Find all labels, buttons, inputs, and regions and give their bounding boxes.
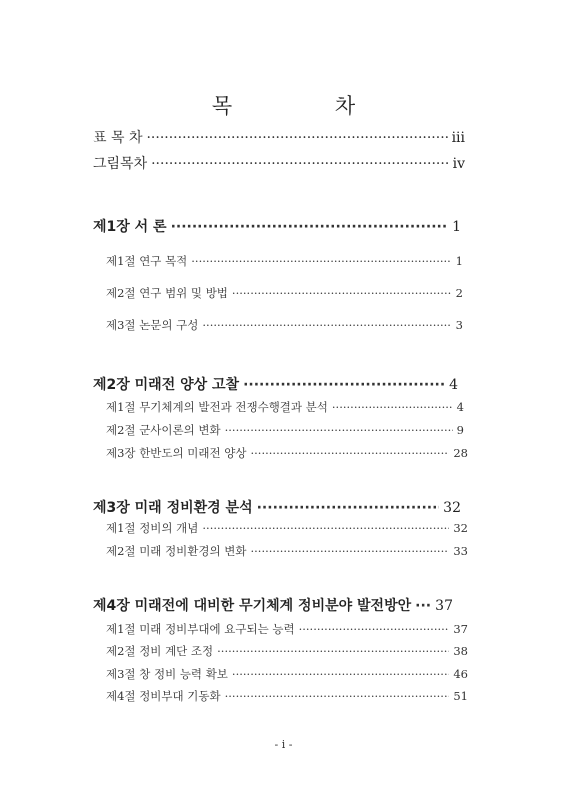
section-label: 제2절 연구 범위 및 방법 [106, 286, 228, 300]
toc-title: 목 차 [211, 94, 404, 118]
chapter-label: 제2장 미래전 양상 고찰 [93, 377, 240, 393]
section-page: 32 [453, 521, 468, 535]
chapter-page: 37 [435, 598, 453, 614]
toc-section[interactable] [106, 666, 468, 682]
toc-section[interactable] [106, 621, 468, 637]
dot-leader [225, 423, 453, 437]
toc-section[interactable] [106, 543, 468, 559]
toc-chapter-4[interactable] [93, 595, 453, 615]
entry-label: 표 목 차 [93, 130, 143, 146]
toc-section[interactable] [106, 445, 468, 461]
section-label: 제2절 정비 계단 조정 [106, 644, 214, 658]
section-label: 제1절 무기체계의 발전과 전쟁수행결과 분석 [106, 400, 328, 414]
dot-leader [243, 377, 445, 393]
section-label: 제2절 미래 정비환경의 변화 [106, 544, 247, 558]
dot-leader [232, 286, 452, 300]
chapter-page: 1 [452, 219, 461, 235]
section-page: 4 [456, 400, 464, 414]
toc-entry-tables[interactable] [93, 127, 465, 147]
section-page: 1 [455, 254, 463, 268]
chapter-label: 제4장 미래전에 대비한 무기체계 정비분야 발전방안 [93, 598, 412, 614]
dot-leader [202, 318, 451, 332]
chapter-label: 제1장 서 론 [93, 219, 167, 235]
dot-leader [202, 521, 449, 535]
dot-leader [191, 254, 451, 268]
section-label: 제1절 미래 정비부대에 요구되는 능력 [106, 622, 295, 636]
section-page: 46 [453, 667, 468, 681]
section-page: 51 [453, 689, 468, 703]
section-page: 28 [453, 446, 468, 460]
section-page: 33 [453, 544, 468, 558]
entry-page: iii [451, 130, 465, 146]
toc-section[interactable] [106, 317, 463, 333]
page-number: - i - [274, 738, 293, 751]
dot-leader [299, 622, 450, 636]
toc-chapter-2[interactable] [93, 374, 458, 394]
dot-leader [225, 689, 450, 703]
dot-leader [332, 400, 453, 414]
toc-entry-figures[interactable] [93, 153, 465, 173]
dot-leader [146, 130, 447, 146]
toc-chapter-1[interactable] [93, 216, 461, 236]
toc-chapter-3[interactable] [93, 497, 461, 517]
entry-page: iv [452, 156, 465, 172]
section-label: 제1절 정비의 개념 [106, 521, 199, 535]
chapter-page: 32 [443, 500, 461, 516]
toc-section[interactable] [106, 520, 468, 536]
toc-section[interactable] [106, 688, 468, 704]
section-label: 제4절 정비부대 기동화 [106, 689, 221, 703]
dot-leader [171, 219, 448, 235]
section-label: 제3장 한반도의 미래전 양상 [106, 446, 247, 460]
toc-section[interactable] [106, 422, 464, 438]
section-page: 3 [455, 318, 463, 332]
dot-leader [415, 598, 431, 614]
entry-label: 그림목차 [93, 156, 148, 172]
section-label: 제1절 연구 목적 [106, 254, 188, 268]
toc-section[interactable] [106, 253, 463, 269]
dot-leader [257, 500, 440, 516]
chapter-label: 제3장 미래 정비환경 분석 [93, 500, 253, 516]
dot-leader [232, 667, 449, 681]
dot-leader [250, 446, 449, 460]
section-label: 제3절 논문의 구성 [106, 318, 199, 332]
dot-leader [151, 156, 449, 172]
section-page: 37 [453, 622, 468, 636]
section-page: 2 [455, 286, 463, 300]
section-page: 9 [456, 423, 464, 437]
toc-section[interactable] [106, 643, 468, 659]
chapter-page: 4 [449, 377, 458, 393]
toc-section[interactable] [106, 399, 464, 415]
section-label: 제2절 군사이론의 변화 [106, 423, 221, 437]
dot-leader [217, 644, 449, 658]
toc-section[interactable] [106, 285, 463, 301]
section-label: 제3절 창 정비 능력 확보 [106, 667, 228, 681]
dot-leader [250, 544, 449, 558]
section-page: 38 [453, 644, 468, 658]
